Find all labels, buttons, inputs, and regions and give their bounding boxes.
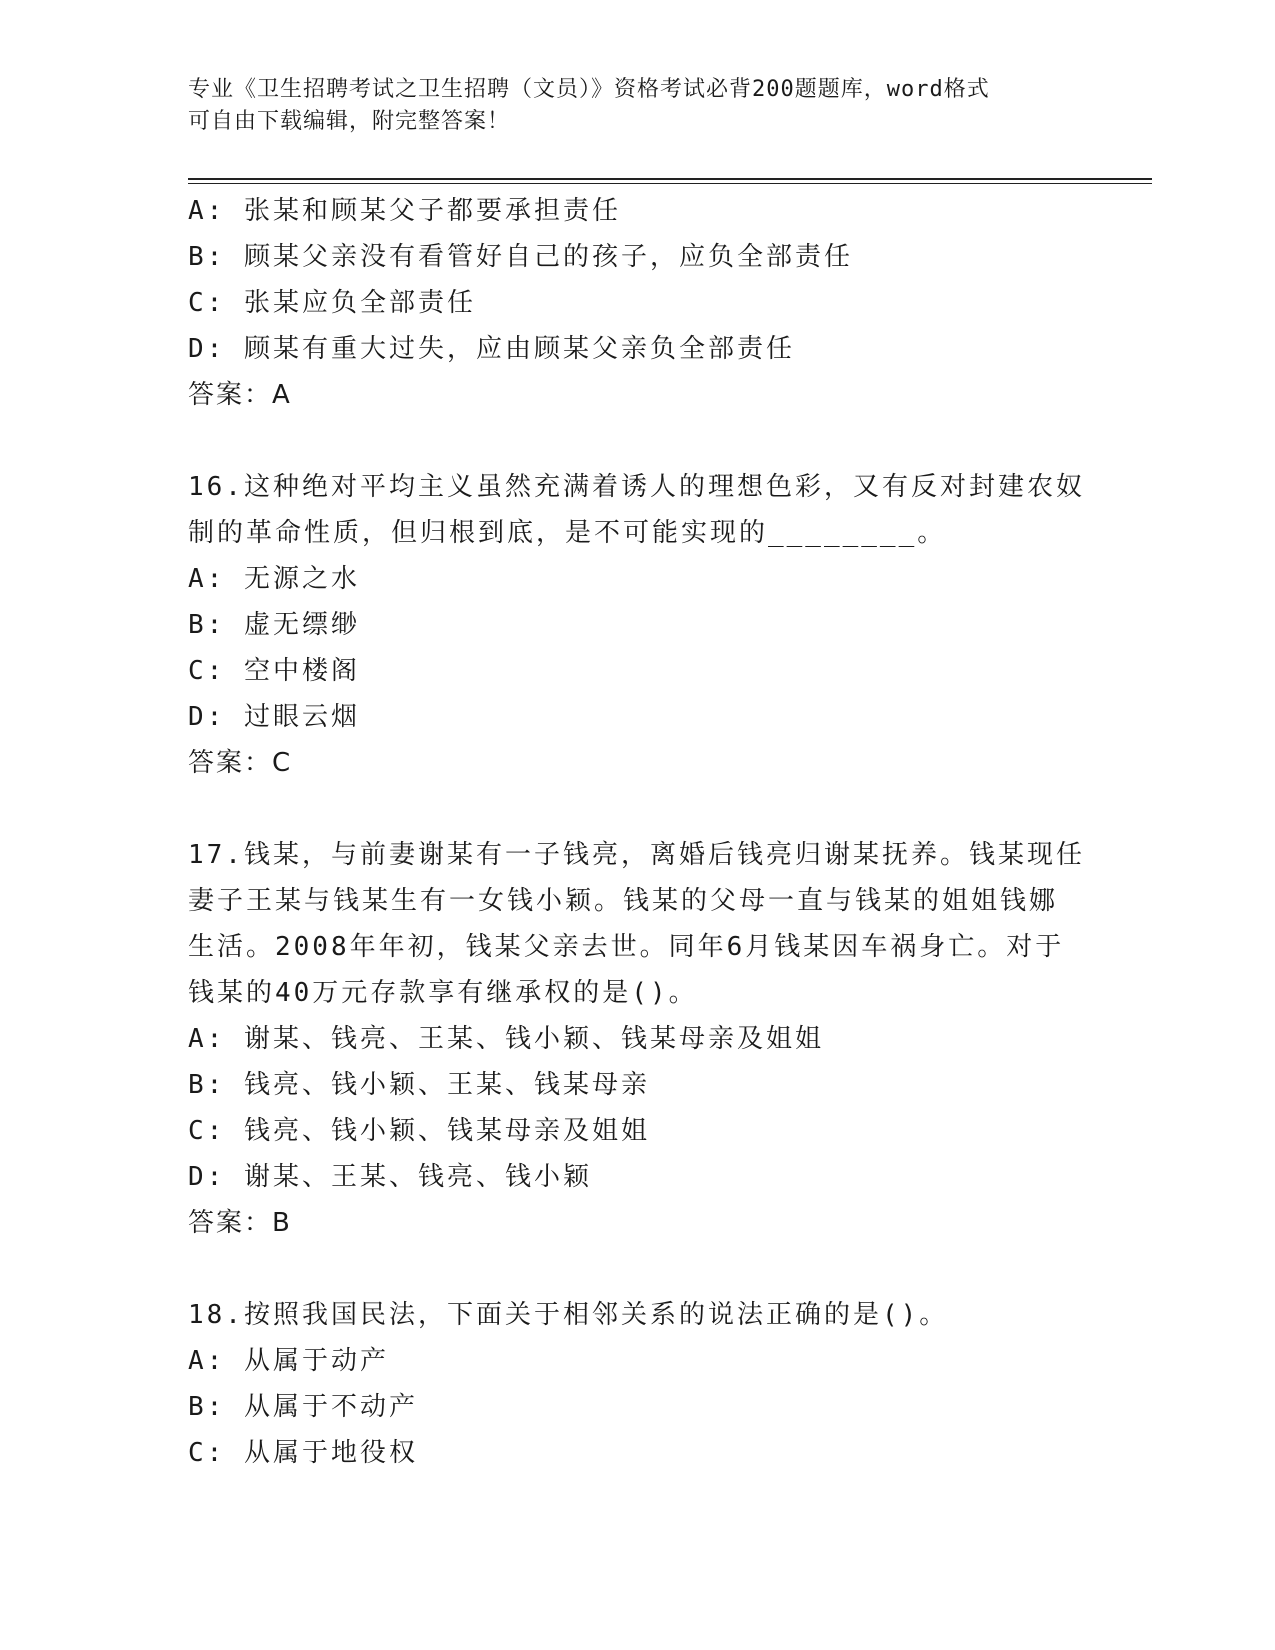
spacer	[188, 786, 1088, 832]
question-stem-line: 制的革命性质，但归根到底，是不可能实现的________。	[188, 518, 947, 548]
header-divider-thick	[188, 178, 1152, 180]
question-stem-line: 生活。2008年年初，钱某父亲去世。同年6月钱某因车祸身亡。对于	[188, 932, 1065, 962]
question-17	[188, 832, 1088, 1246]
option-b: B: 钱亮、钱小颖、王某、钱某母亲	[188, 1070, 650, 1100]
question-stem-line: 17.钱某，与前妻谢某有一子钱亮，离婚后钱亮归谢某抚养。钱某现任	[188, 840, 1085, 870]
question-content	[188, 188, 1088, 1476]
spacer	[188, 1246, 1088, 1292]
option-c: C: 从属于地役权	[188, 1438, 418, 1468]
question-stem-line: 妻子王某与钱某生有一女钱小颖。钱某的父母一直与钱某的姐姐钱娜	[188, 886, 1059, 916]
option-b: B: 顾某父亲没有看管好自己的孩子，应负全部责任	[188, 242, 853, 272]
question-16	[188, 464, 1088, 786]
question-18	[188, 1292, 1088, 1476]
answer: 答案：C	[188, 748, 293, 778]
option-d: D: 过眼云烟	[188, 702, 360, 732]
answer: 答案：B	[188, 1208, 292, 1238]
answer: 答案：A	[188, 380, 292, 410]
spacer	[188, 418, 1088, 464]
question-15	[188, 188, 1088, 418]
option-a: A: 张某和顾某父子都要承担责任	[188, 196, 621, 226]
option-a: A: 谢某、钱亮、王某、钱小颖、钱某母亲及姐姐	[188, 1024, 824, 1054]
option-b: B: 从属于不动产	[188, 1392, 418, 1422]
header-divider-thin	[188, 183, 1152, 184]
option-c: C: 钱亮、钱小颖、钱某母亲及姐姐	[188, 1116, 650, 1146]
option-d: D: 顾某有重大过失，应由顾某父亲负全部责任	[188, 334, 795, 364]
option-c: C: 空中楼阁	[188, 656, 360, 686]
option-b: B: 虚无缥缈	[188, 610, 360, 640]
option-c: C: 张某应负全部责任	[188, 288, 476, 318]
header-line-1: 专业《卫生招聘考试之卫生招聘（文员）》资格考试必背200题题库，word格式	[188, 77, 990, 102]
option-d: D: 谢某、王某、钱亮、钱小颖	[188, 1162, 592, 1192]
question-stem-line: 18.按照我国民法，下面关于相邻关系的说法正确的是()。	[188, 1300, 949, 1330]
option-a: A: 无源之水	[188, 564, 360, 594]
document-header	[188, 74, 1088, 138]
header-line-2: 可自由下载编辑，附完整答案！	[188, 109, 511, 134]
question-stem-line: 钱某的40万元存款享有继承权的是()。	[188, 978, 698, 1008]
question-stem-line: 16.这种绝对平均主义虽然充满着诱人的理想色彩，又有反对封建农奴	[188, 472, 1085, 502]
option-a: A: 从属于动产	[188, 1346, 389, 1376]
